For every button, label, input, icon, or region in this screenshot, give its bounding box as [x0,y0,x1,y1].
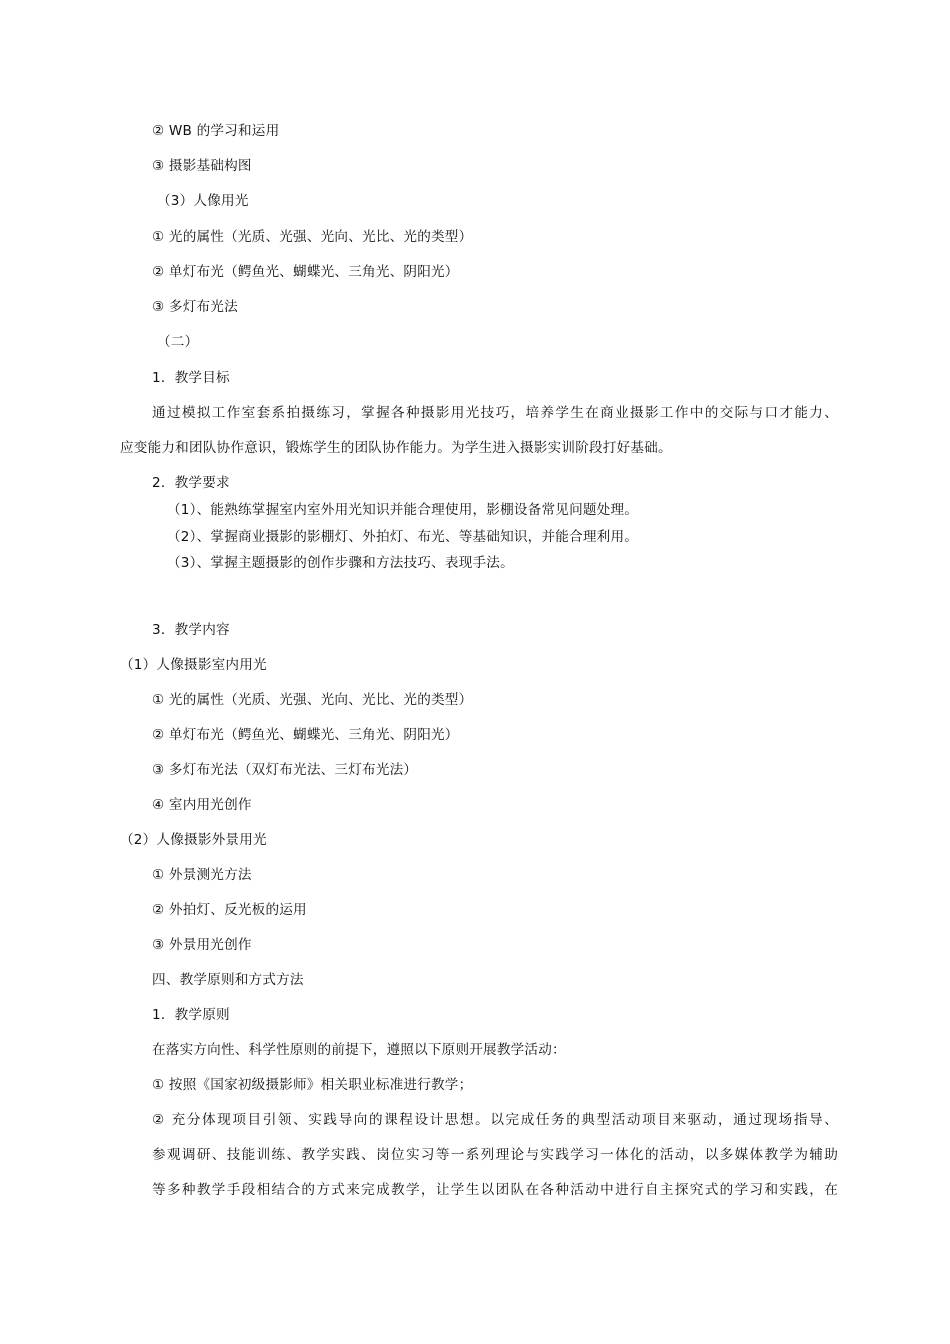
list-item: ③ 多灯布光法 [152,299,238,315]
section-heading: （1）人像摄影室内用光 [120,657,267,673]
list-item: ③ 外景用光创作 [152,937,252,953]
section-heading: 1．教学目标 [152,370,230,386]
list-item: ① 光的属性（光质、光强、光向、光比、光的类型） [152,229,473,245]
list-item: ② 外拍灯、反光板的运用 [152,902,307,918]
paragraph-line: 应变能力和团队协作意识，锻炼学生的团队协作能力。为学生进入摄影实训阶段打好基础。 [120,440,672,456]
paragraph-line: 在落实方向性、科学性原则的前提下，遵照以下原则开展教学活动： [152,1042,566,1058]
list-item: ② 单灯布光（鳄鱼光、蝴蝶光、三角光、阴阳光） [152,727,459,743]
section-heading: （3）人像用光 [157,193,249,209]
list-item: （2）、掌握商业摄影的影棚灯、外拍灯、布光、等基础知识，并能合理利用。 [167,529,639,545]
list-item: ① 光的属性（光质、光强、光向、光比、光的类型） [152,692,473,708]
list-item: ③ 多灯布光法（双灯布光法、三灯布光法） [152,762,418,778]
list-item: ① 按照《国家初级摄影师》相关职业标准进行教学； [152,1077,473,1093]
section-heading: （2）人像摄影外景用光 [120,832,267,848]
section-heading: 1．教学原则 [152,1007,230,1023]
list-item: ② WB 的学习和运用 [152,123,280,139]
paragraph-line: 参观调研、技能训练、教学实践、岗位实习等一系列理论与实践学习一体化的活动，以多媒体教学为辅助 [152,1147,838,1163]
section-heading: 3．教学内容 [152,622,230,638]
list-item: ① 外景测光方法 [152,867,252,883]
list-item: ② 单灯布光（鳄鱼光、蝴蝶光、三角光、阴阳光） [152,264,459,280]
list-item: ④ 室内用光创作 [152,797,252,813]
list-item: （3）、掌握主题摄影的创作步骤和方法技巧、表现手法。 [167,555,514,571]
paragraph-line: 通过模拟工作室套系拍摄练习，掌握各种摄影用光技巧，培养学生在商业摄影工作中的交际与口才能力、 [152,405,838,421]
section-heading: 四、教学原则和方式方法 [152,972,304,988]
paragraph-line: ② 充分体现项目引领、实践导向的课程设计思想。以完成任务的典型活动项目来驱动，通过现场指导、 [152,1112,838,1128]
section-heading: （二） [157,334,199,350]
section-heading: 2．教学要求 [152,475,230,491]
list-item: ③ 摄影基础构图 [152,158,252,174]
list-item: （1）、能熟练掌握室内室外用光知识并能合理使用，影棚设备常见问题处理。 [167,502,639,518]
paragraph-line: 等多种教学手段相结合的方式来完成教学，让学生以团队在各种活动中进行自主探究式的学习和实践，在 [152,1182,838,1198]
